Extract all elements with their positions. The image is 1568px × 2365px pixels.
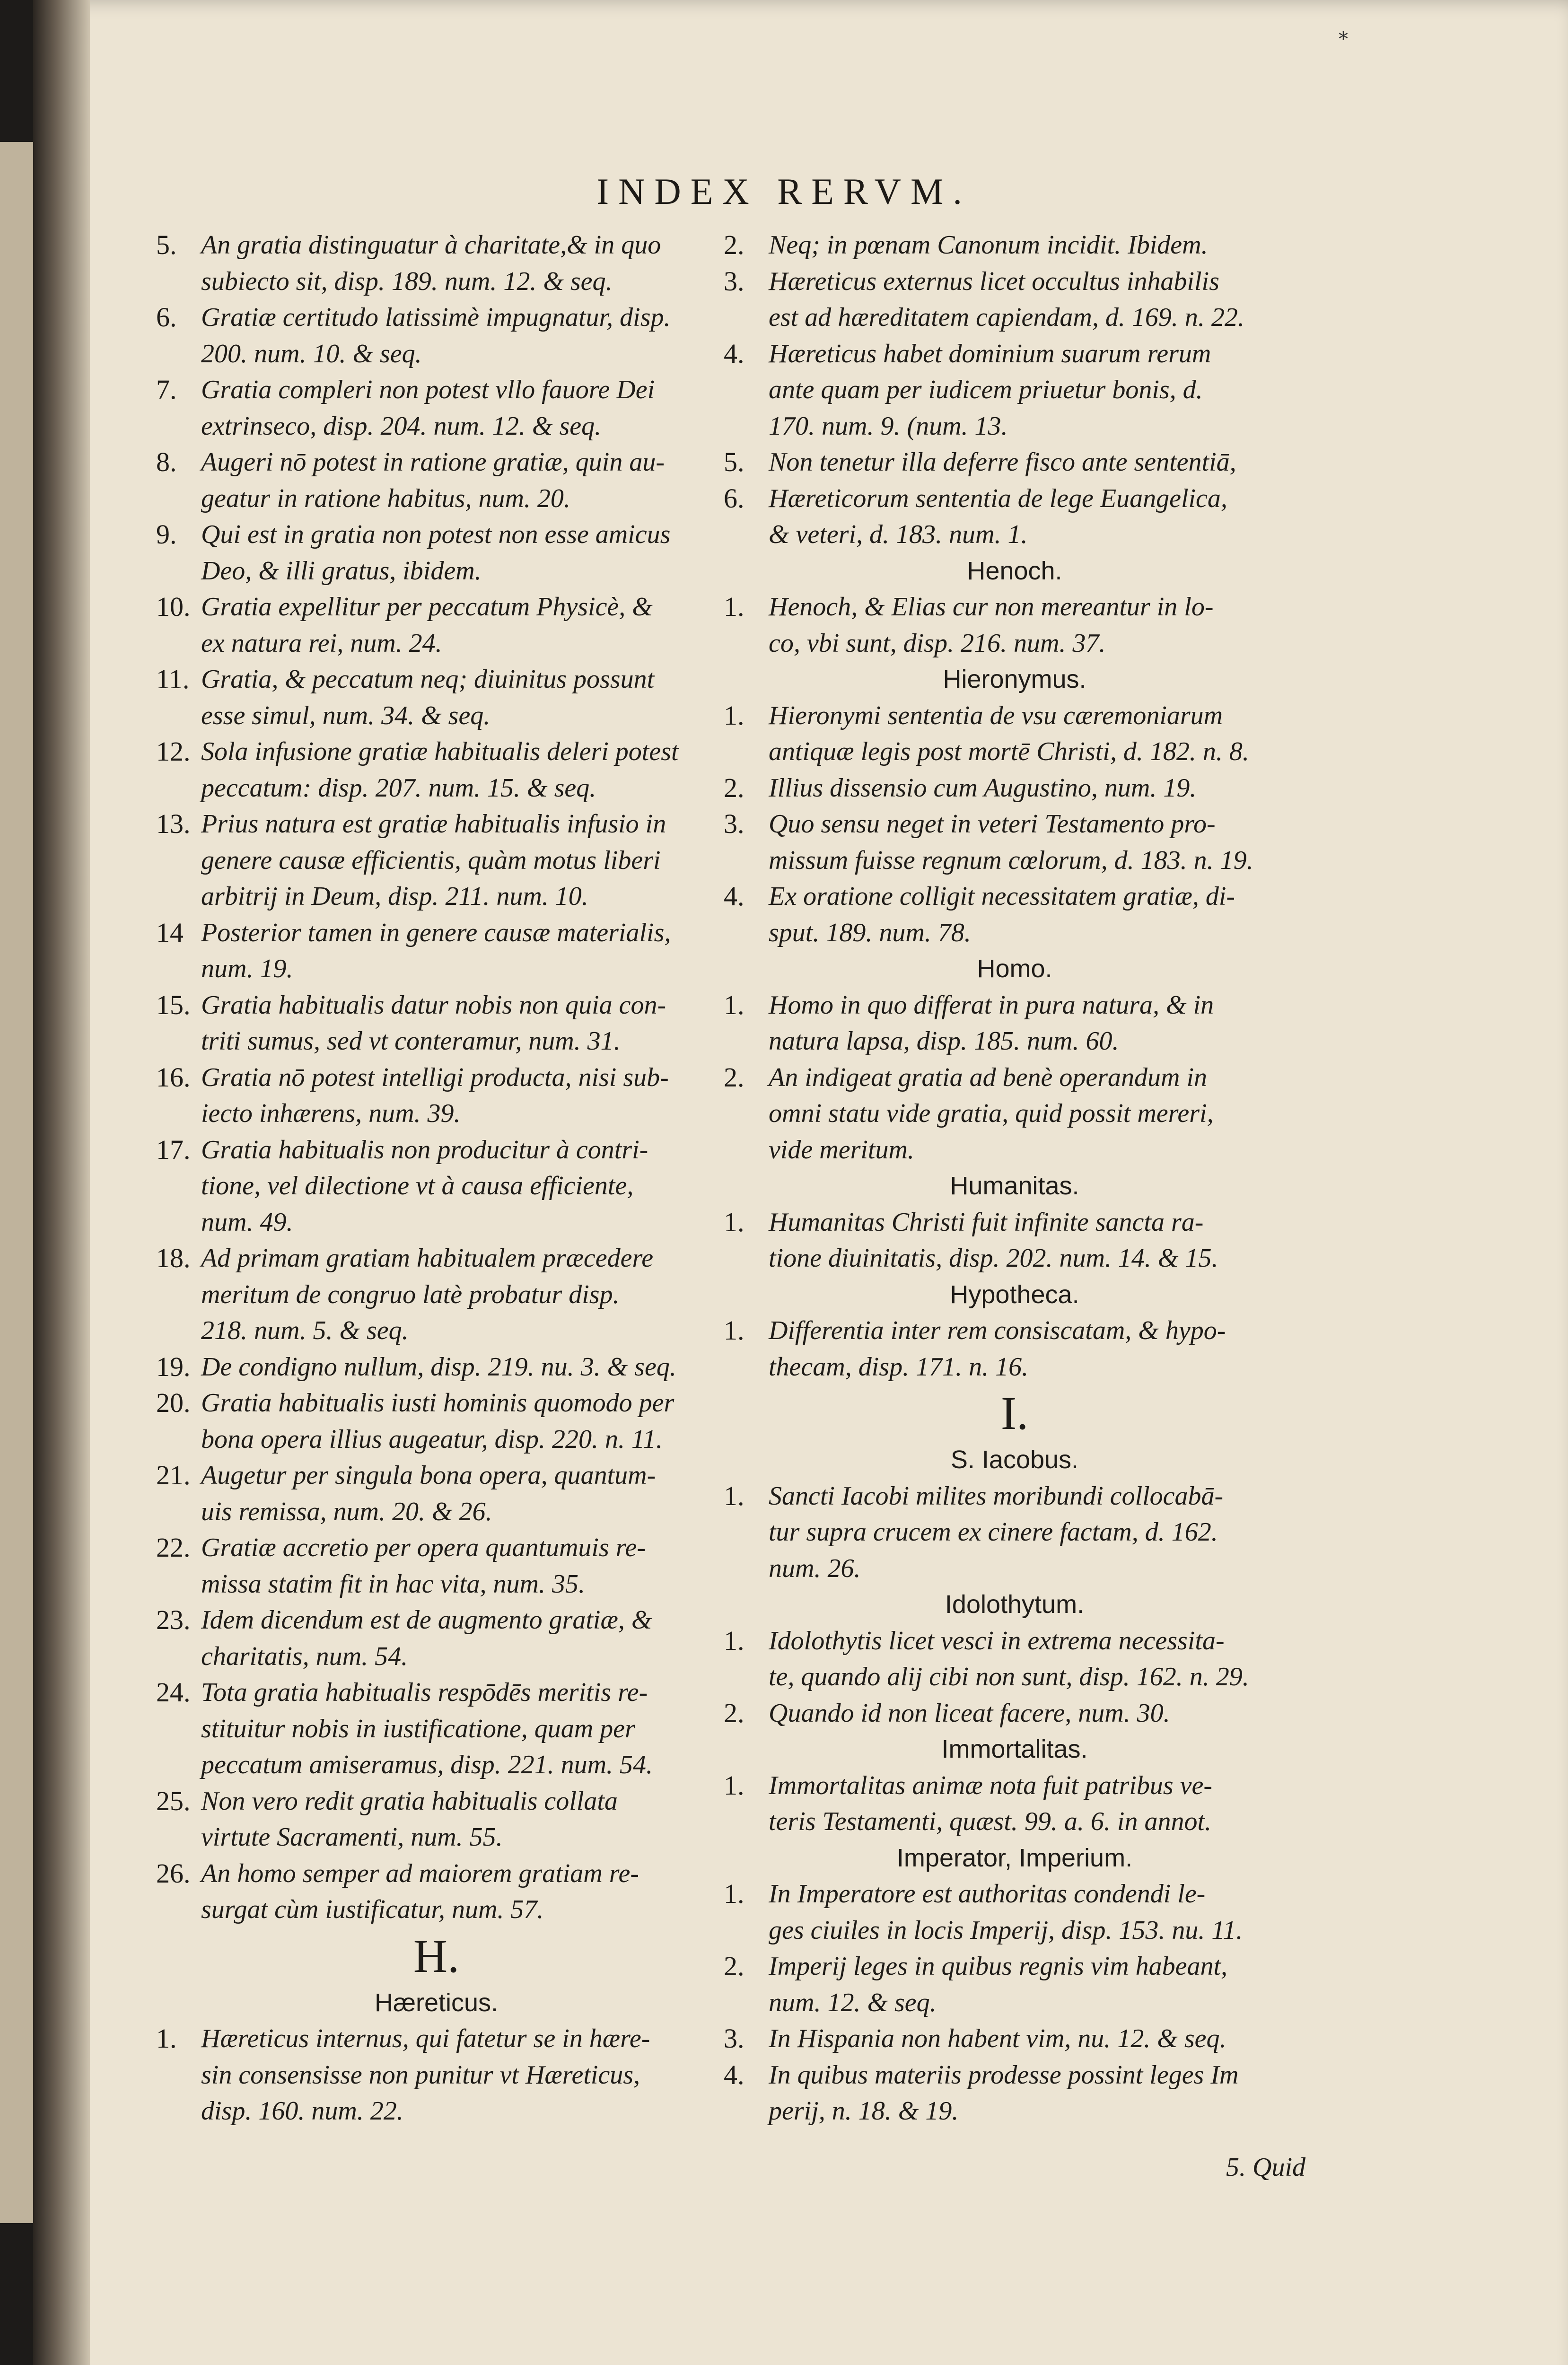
entry-number: 2. bbox=[724, 1697, 745, 1728]
index-entry bbox=[156, 1132, 717, 1241]
entry-number: 1. bbox=[724, 700, 745, 731]
index-entry bbox=[724, 987, 1305, 1060]
entry-text: In quibus materiis prodesse possint leges Im perij, n. 18. & 19. bbox=[769, 2060, 1239, 2126]
index-entry bbox=[156, 734, 717, 806]
index-entry bbox=[724, 1768, 1305, 1840]
entry-text: Immortalitas animæ nota fuit patribus ve- teris Testamenti, quæst. 99. a. 6. in annot. bbox=[769, 1770, 1212, 1836]
index-entry bbox=[724, 1623, 1305, 1695]
index-entry bbox=[724, 1478, 1305, 1587]
entry-number: 3. bbox=[724, 808, 745, 839]
index-entry bbox=[724, 227, 1305, 263]
entry-number: 20. bbox=[156, 1387, 191, 1418]
entry-number: 2. bbox=[724, 1951, 745, 1981]
binding-gutter bbox=[33, 0, 90, 2365]
entry-number: 18. bbox=[156, 1243, 191, 1273]
entry-text: De condigno nullum, disp. 219. nu. 3. & seq. bbox=[201, 1352, 676, 1382]
catchword: 5. Quid bbox=[1226, 2153, 1305, 2182]
entry-number: 16. bbox=[156, 1061, 191, 1093]
entry-number: 15. bbox=[156, 989, 191, 1020]
entry-number: 9. bbox=[156, 519, 177, 550]
entry-text: An homo semper ad maiorem gratiam re- surgat cùm iustificatur, num. 57. bbox=[201, 1858, 639, 1924]
left-column bbox=[156, 227, 717, 2129]
entry-number: 21. bbox=[156, 1460, 191, 1490]
index-entry bbox=[156, 1240, 717, 1349]
index-entry bbox=[724, 1204, 1305, 1277]
entry-text: Gratiæ accretio per opera quantumuis re- missa statim fit in hac vita, num. 35. bbox=[201, 1533, 646, 1599]
entry-number: 17. bbox=[156, 1134, 191, 1165]
entry-text: Gratia expellitur per peccatum Physicè, & ex natura rei, num. 24. bbox=[201, 592, 653, 658]
entry-text: Tota gratia habitualis respōdēs meritis re- stituitur nobis in iustificatione, quam per peccatum amiseramus, disp. 221. num. 54. bbox=[201, 1678, 653, 1779]
entry-text: Gratia habitualis datur nobis non quia con- triti sumus, sed vt conteramur, num. 31. bbox=[201, 990, 666, 1056]
entry-text: Augeri nō potest in ratione gratiæ, quin au- geatur in ratione habitus, num. 20. bbox=[201, 447, 665, 513]
entry-number: 3. bbox=[724, 265, 745, 297]
entry-number: 19. bbox=[156, 1351, 191, 1382]
entry-number: 7. bbox=[156, 374, 177, 405]
index-entry bbox=[724, 444, 1305, 481]
section-letter: I. bbox=[1000, 1387, 1029, 1439]
entry-text: Ad primam gratiam habitualem præcedere meritum de congruo latè probatur disp. 218. num. 5. & seq. bbox=[201, 1244, 654, 1345]
entry-number: 4. bbox=[724, 2059, 745, 2090]
entry-number: 24. bbox=[156, 1677, 191, 1708]
entry-text: Prius natura est gratiæ habitualis infusio in genere causæ efficientis, quàm motus liberi arbitrij in Deum, disp. 211. num. 10. bbox=[201, 809, 666, 911]
entry-number: 10. bbox=[156, 591, 191, 622]
entry-text: Idolothytis licet vesci in extrema necessita- te, quando alij cibi non sunt, disp. 162. n. 29. bbox=[769, 1626, 1249, 1691]
right-column bbox=[724, 227, 1305, 2129]
entry-number: 4. bbox=[724, 338, 745, 369]
index-entry bbox=[156, 444, 717, 517]
entry-number: 1. bbox=[724, 1480, 745, 1511]
index-entry bbox=[156, 1783, 717, 1856]
index-entry bbox=[724, 1948, 1305, 2021]
corner-mark: * bbox=[1339, 28, 1348, 50]
index-entry bbox=[724, 263, 1305, 336]
entry-number: 1. bbox=[156, 2023, 177, 2054]
entry-number: 25. bbox=[156, 1785, 191, 1816]
entry-number: 1. bbox=[724, 1878, 745, 1909]
index-entry bbox=[156, 2021, 717, 2129]
index-heading: S. Iacobus. bbox=[950, 1445, 1079, 1474]
index-entry bbox=[156, 517, 717, 589]
index-entry bbox=[156, 227, 717, 299]
entry-number: 1. bbox=[724, 1315, 745, 1346]
entry-number: 1. bbox=[724, 989, 745, 1020]
entry-number: 1. bbox=[724, 1625, 745, 1656]
entry-text: Differentia inter rem consiscatam, & hypo- thecam, disp. 171. n. 16. bbox=[769, 1316, 1226, 1382]
index-entry bbox=[724, 878, 1305, 951]
entry-number: 11. bbox=[156, 664, 190, 694]
index-entry bbox=[156, 1385, 717, 1457]
index-heading: Hæreticus. bbox=[374, 1988, 499, 2017]
index-heading: Homo. bbox=[977, 955, 1052, 983]
entry-text: Qui est in gratia non potest non esse amicus Deo, & illi gratus, ibidem. bbox=[201, 520, 671, 586]
entry-number: 22. bbox=[156, 1532, 191, 1563]
entry-number: 13. bbox=[156, 808, 191, 839]
entry-text: Hæreticorum sententia de lege Euangelica, & veteri, d. 183. num. 1. bbox=[769, 483, 1227, 549]
entry-text: Hæreticus habet dominium suarum rerum ante quam per iudicem priuetur bonis, d. 170. num. 9. (num. 13. bbox=[769, 339, 1211, 441]
entry-number: 4. bbox=[724, 881, 745, 911]
entry-number: 6. bbox=[724, 482, 745, 514]
entry-number: 1. bbox=[724, 1206, 745, 1237]
index-entry bbox=[724, 481, 1305, 553]
entry-number: 3. bbox=[724, 2023, 745, 2054]
index-entry bbox=[156, 1349, 717, 1385]
index-entry bbox=[156, 1060, 717, 1132]
entry-text: Homo in quo differat in pura natura, & in natura lapsa, disp. 185. num. 60. bbox=[769, 990, 1214, 1056]
entry-text: Idem dicendum est de augmento gratiæ, & charitatis, num. 54. bbox=[201, 1605, 652, 1671]
entry-text: Gratiæ certitudo latissimè impugnatur, disp. 200. num. 10. & seq. bbox=[201, 303, 671, 368]
entry-text: Illius dissensio cum Augustino, num. 19. bbox=[769, 773, 1197, 803]
index-entry bbox=[724, 806, 1305, 878]
index-heading: Humanitas. bbox=[950, 1172, 1079, 1200]
entry-text: Humanitas Christi fuit infinite sancta ra- tione diuinitatis, disp. 202. num. 14. & 15. bbox=[769, 1207, 1218, 1273]
index-heading: Idolothytum. bbox=[945, 1590, 1085, 1619]
entry-text: Neq; in pœnam Canonum incidit. Ibidem. bbox=[769, 230, 1208, 260]
index-heading: Henoch. bbox=[967, 556, 1062, 585]
previous-page-edge bbox=[0, 142, 33, 2223]
entry-text: Imperij leges in quibus regnis vim habeant, num. 12. & seq. bbox=[769, 1952, 1228, 2017]
index-entry bbox=[156, 299, 717, 372]
index-entry bbox=[724, 1060, 1305, 1168]
index-entry bbox=[156, 1856, 717, 1928]
entry-text: Hieronymi sententia de vsu cæremoniarum antiquæ legis post mortē Christi, d. 182. n. 8. bbox=[769, 701, 1249, 766]
entry-text: Hæreticus externus licet occultus inhabilis est ad hæreditatem capiendam, d. 169. n. 22. bbox=[769, 266, 1244, 332]
index-entry bbox=[156, 372, 717, 444]
entry-number: 26. bbox=[156, 1857, 191, 1889]
entry-text: Henoch, & Elias cur non mereantur in lo- co, vbi sunt, disp. 216. num. 37. bbox=[769, 592, 1214, 658]
section-letter: H. bbox=[413, 1929, 460, 1982]
entry-number: 1. bbox=[724, 1769, 745, 1801]
index-entry bbox=[156, 915, 717, 987]
index-entry bbox=[156, 806, 717, 915]
entry-text: Ex oratione colligit necessitatem gratiæ, di- sput. 189. num. 78. bbox=[769, 882, 1235, 947]
entry-text: Non tenetur illa deferre fisco ante sententiā, bbox=[769, 447, 1236, 477]
index-entry bbox=[724, 589, 1305, 661]
entry-text: Non vero redit gratia habitualis collata virtute Sacramenti, num. 55. bbox=[201, 1786, 618, 1852]
entry-number: 14 bbox=[156, 917, 184, 948]
entry-text: Quo sensu neget in veteri Testamento pro- missum fuisse regnum cœlorum, d. 183. n. 19. bbox=[769, 809, 1253, 875]
entry-number: 2. bbox=[724, 229, 745, 260]
index-entry bbox=[724, 1695, 1305, 1732]
entry-text: In Imperatore est authoritas condendi le- ges ciuiles in locis Imperij, disp. 153. nu. 11. bbox=[769, 1879, 1243, 1945]
entry-number: 5. bbox=[724, 447, 745, 477]
index-entry bbox=[156, 1674, 717, 1783]
index-heading: Hypotheca. bbox=[950, 1280, 1079, 1309]
index-entry bbox=[724, 1876, 1305, 1948]
index-entry bbox=[724, 336, 1305, 445]
index-heading: Hieronymus. bbox=[943, 665, 1086, 693]
entry-text: Gratia compleri non potest vllo fauore Dei extrinseco, disp. 204. num. 12. & seq. bbox=[201, 375, 655, 441]
entry-text: An gratia distinguatur à charitate,& in quo subiecto sit, disp. 189. num. 12. & seq. bbox=[201, 230, 661, 296]
index-entry bbox=[724, 2021, 1305, 2057]
entry-number: 12. bbox=[156, 736, 191, 767]
entry-text: An indigeat gratia ad benè operandum in omni statu vide gratia, quid possit mereri, vide meritum. bbox=[769, 1062, 1214, 1165]
entry-number: 2. bbox=[724, 1061, 745, 1093]
entry-text: Gratia nō potest intelligi producta, nisi sub- iecto inhærens, num. 39. bbox=[201, 1062, 669, 1128]
entry-text: Gratia habitualis iusti hominis quomodo per bona opera illius augeatur, disp. 220. n. 11. bbox=[201, 1388, 675, 1454]
entry-text: Sola infusione gratiæ habitualis deleri potest peccatum: disp. 207. num. 15. & seq. bbox=[201, 737, 679, 803]
entry-text: Sancti Iacobi milites moribundi collocabā- tur supra crucem ex cinere factam, d. 162. num. 26. bbox=[769, 1481, 1224, 1583]
index-heading: Imperator, Imperium. bbox=[896, 1843, 1133, 1872]
index-entry bbox=[724, 770, 1305, 806]
entry-number: 1. bbox=[724, 591, 745, 622]
entry-number: 2. bbox=[724, 772, 745, 803]
entry-text: Hæreticus internus, qui fatetur se in hære- sin consensisse non punitur vt Hæreticus, disp. 160. num. 22. bbox=[201, 2024, 650, 2126]
entry-number: 8. bbox=[156, 447, 177, 477]
index-heading: Immortalitas. bbox=[941, 1735, 1088, 1763]
index-entry bbox=[724, 698, 1305, 770]
index-entry bbox=[156, 987, 717, 1060]
running-head: INDEX RERVM. bbox=[596, 171, 972, 212]
entry-text: Augetur per singula bona opera, quantum- uis remissa, num. 20. & 26. bbox=[201, 1461, 656, 1526]
index-entry bbox=[724, 2057, 1305, 2129]
entry-text: Quando id non liceat facere, num. 30. bbox=[769, 1698, 1170, 1728]
entry-number: 6. bbox=[156, 302, 177, 333]
entry-text: In Hispania non habent vim, nu. 12. & seq. bbox=[769, 2024, 1226, 2053]
index-entry bbox=[156, 1530, 717, 1602]
entry-number: 5. bbox=[156, 229, 177, 260]
index-entry bbox=[156, 1457, 717, 1530]
index-entry bbox=[156, 661, 717, 734]
index-entry bbox=[156, 1602, 717, 1674]
entry-text: Gratia habitualis non producitur à contri- tione, vel dilectione vt à causa efficiente, num. 49. bbox=[201, 1135, 648, 1237]
entry-text: Gratia, & peccatum neq; diuinitus possunt esse simul, num. 34. & seq. bbox=[201, 665, 655, 730]
entry-text: Posterior tamen in genere causæ materialis, num. 19. bbox=[201, 918, 671, 983]
index-entry bbox=[156, 589, 717, 661]
index-entry bbox=[724, 1313, 1305, 1385]
entry-number: 23. bbox=[156, 1604, 191, 1635]
